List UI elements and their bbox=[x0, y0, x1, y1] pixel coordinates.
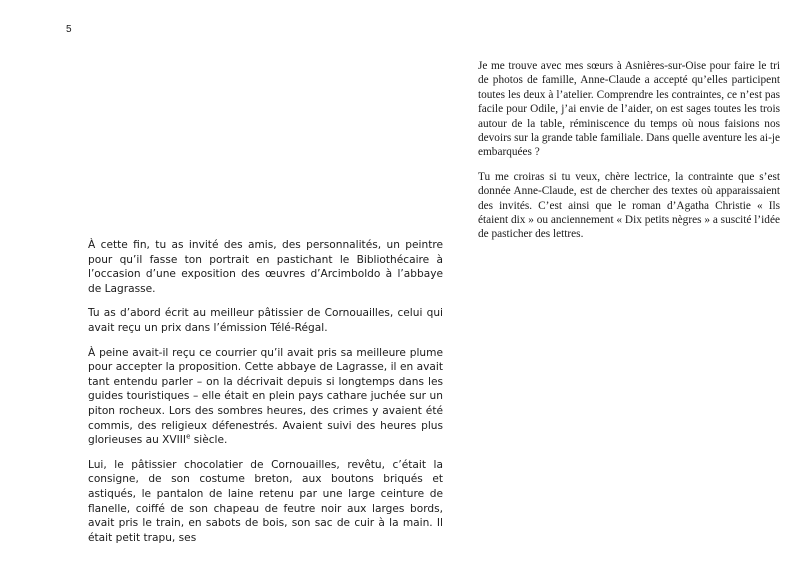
right-paragraph-1: Je me trouve avec mes sœurs à Asnières-sur-Oise pour faire le tri de photos de famille, Anne-Claude a accepté qu’elles participent toutes les deux à l’atelier. Comprendre les contraintes, ce n’est pas facile pour Odile, j’ai envie de l’aider, on est sages toutes les trois autour de la table, réminiscence du temps où nous faisions nos devoirs sur la grande table familiale. Dans quelle aventure les ai-je embarquées ? bbox=[478, 60, 780, 159]
left-paragraph-3 bbox=[88, 346, 443, 448]
left-paragraph-2: Tu as d’abord écrit au meilleur pâtissier de Cornouailles, celui qui avait reçu un prix dans l’émission Télé-Régal. bbox=[88, 307, 443, 334]
left-paragraph-1: À cette fin, tu as invité des amis, des personnalités, un peintre pour qu’il fasse ton portrait en pastichant le Bibliothécaire à l’occasion d’une exposition des œuvres d’Arcimboldo à l’abbaye de Lagrasse. bbox=[88, 239, 443, 295]
left-column bbox=[88, 238, 443, 555]
right-column bbox=[478, 59, 780, 252]
century-superscript: e bbox=[186, 432, 191, 441]
page-number: 5 bbox=[66, 24, 72, 35]
right-paragraph-2: Tu me croiras si tu veux, chère lectrice, la contrainte que s’est donnée Anne-Claude, est de chercher des textes où apparaissaient des invités. C’est ainsi que le roman d’Agatha Christie « Ils étaient dix » ou anciennement « Dix petits nègres » a suscité l’idée de pasticher des lettres. bbox=[478, 170, 780, 241]
left-paragraph-3-text: À peine avait-il reçu ce courrier qu’il avait pris sa meilleure plume pour accepter la proposition. Cette abbaye de Lagrasse, il en avait tant entendu parler – on la décrivait depuis si longtemps dans les guides touristiques – elle était en plein pays cathare juchée sur un piton rocheux. Lors des sombres heures, des crimes y avaient été commis, des religieux défenestrés. Avaient suivi des heures plus glorieuses au XVIII bbox=[88, 346, 443, 447]
left-paragraph-4: Lui, le pâtissier chocolatier de Cornouailles, revêtu, c’était la consigne, de son costume breton, aux boutons briqués et astiqués, le pantalon de laine retenu par une large ceinture de flanelle, coiffé de son chapeau de feutre noir aux larges bords, avait pris le train, en sabots de bois, son sac de cuir à la main. Il était petit trapu, ses bbox=[88, 458, 443, 544]
left-paragraph-3-end: siècle. bbox=[190, 434, 228, 447]
